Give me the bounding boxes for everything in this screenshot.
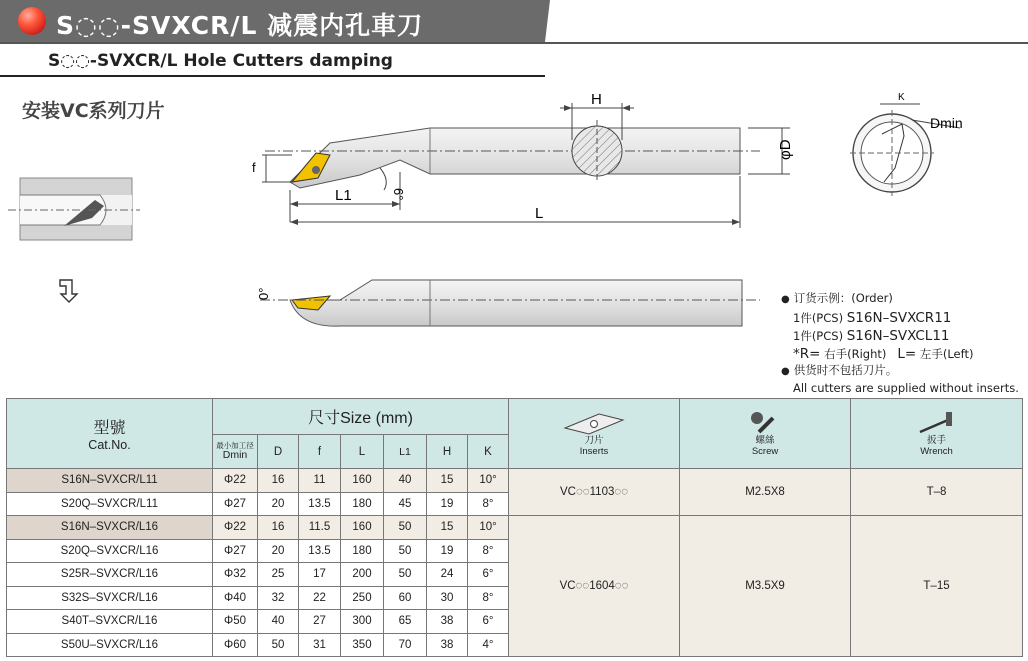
dim-L1-label: L1 <box>335 187 352 204</box>
table-row: S16N–SVXCR/L16 Φ22 16 11.5 160 50 15 10° VC◌◌1604◌◌ M3.5X9 T–15 <box>7 516 1023 540</box>
spec-table <box>6 398 1023 657</box>
wrench-header: 扳手 Wrench <box>851 399 1023 469</box>
page-title: S◌◌-SVXCR/L 减震内孔車刀 <box>56 11 424 40</box>
no-insert-note-en: All cutters are supplied without inserts. <box>793 381 1019 395</box>
col-L1-header: L1 <box>384 435 427 469</box>
table-row: S25R–SVXCR/L16 Φ32 25 17 200 50 24 6° <box>7 563 1023 587</box>
screw-cell-group2: M3.5X9 <box>680 516 851 657</box>
table-row: S16N–SVXCR/L11 Φ22 16 11 160 40 15 10° VC◌◌1103◌◌ M2.5X8 T–8 <box>7 469 1023 493</box>
wrench-cell-group2: T–15 <box>851 516 1023 657</box>
page-subtitle: S◌◌-SVXCR/L Hole Cutters damping <box>48 51 393 71</box>
insert-icon <box>559 410 629 436</box>
order-notes: ● 订货示例：(Order) 1件(PCS) S16N–SVXCR11 1件(PCS) S16N–SVXCL11 *R= 右手(Right) L= 左手(Left) ● 供货时不包括刀片。 All cutters are supplied without inserts. <box>781 291 1019 395</box>
size-header: 尺寸Size (mm) <box>213 399 509 435</box>
screw-cell-group1: M2.5X8 <box>680 469 851 516</box>
table-row: S50U–SVXCR/L16 Φ60 50 31 350 70 38 4° <box>7 633 1023 657</box>
order-example-left: S16N–SVXCL11 <box>846 328 950 344</box>
col-D-header: D <box>258 435 299 469</box>
dim-L-label: L <box>535 205 544 222</box>
install-insert-label: 安装VC系列刀片 <box>22 100 165 122</box>
insert-cell-group1: VC◌◌1103◌◌ <box>509 469 680 516</box>
order-title: 订货示例：(Order) <box>793 291 893 305</box>
wrench-cell-group1: T–8 <box>851 469 1023 516</box>
tool-top-view <box>260 280 760 326</box>
dim-D-label: φD <box>777 139 794 160</box>
col-K-header: K <box>468 435 509 469</box>
rotation-arrow-icon <box>60 280 77 302</box>
dim-H-label: H <box>591 91 602 108</box>
table-row: S32S–SVXCR/L16 Φ40 32 22 250 60 30 8° <box>7 586 1023 610</box>
dim-Dmin-label: Dmin <box>930 115 963 131</box>
angle-6-label: 6° <box>391 188 406 201</box>
screw-header: 螺絲 Screw <box>680 399 851 469</box>
wrench-icon <box>912 410 962 436</box>
dmin-header: 最小加工径 Dmin <box>213 435 258 469</box>
insert-cell-group2: VC◌◌1604◌◌ <box>509 516 680 657</box>
order-example-right: S16N–SVXCR11 <box>846 310 952 326</box>
bore-setup-diagram <box>8 178 140 240</box>
col-H-header: H <box>427 435 468 469</box>
col-L-header: L <box>341 435 384 469</box>
model-header: 型號 Cat.No. <box>7 399 213 469</box>
col-f-header: f <box>299 435 341 469</box>
table-row: S20Q–SVXCR/L16 Φ27 20 13.5 180 50 19 8° <box>7 539 1023 563</box>
screw-icon <box>745 410 785 436</box>
table-row: S20Q–SVXCR/L11 Φ27 20 13.5 180 45 19 8° <box>7 492 1023 516</box>
table-row: S40T–SVXCR/L16 Φ50 40 27 300 65 38 6° <box>7 610 1023 634</box>
no-insert-note: 供货时不包括刀片。 <box>793 363 898 377</box>
angle-0-label: 0° <box>256 287 271 300</box>
dim-f-label: f <box>252 160 256 175</box>
dim-K-label: K <box>898 92 905 103</box>
tool-side-view <box>262 103 790 228</box>
inserts-header: 刀片 Inserts <box>509 399 680 469</box>
